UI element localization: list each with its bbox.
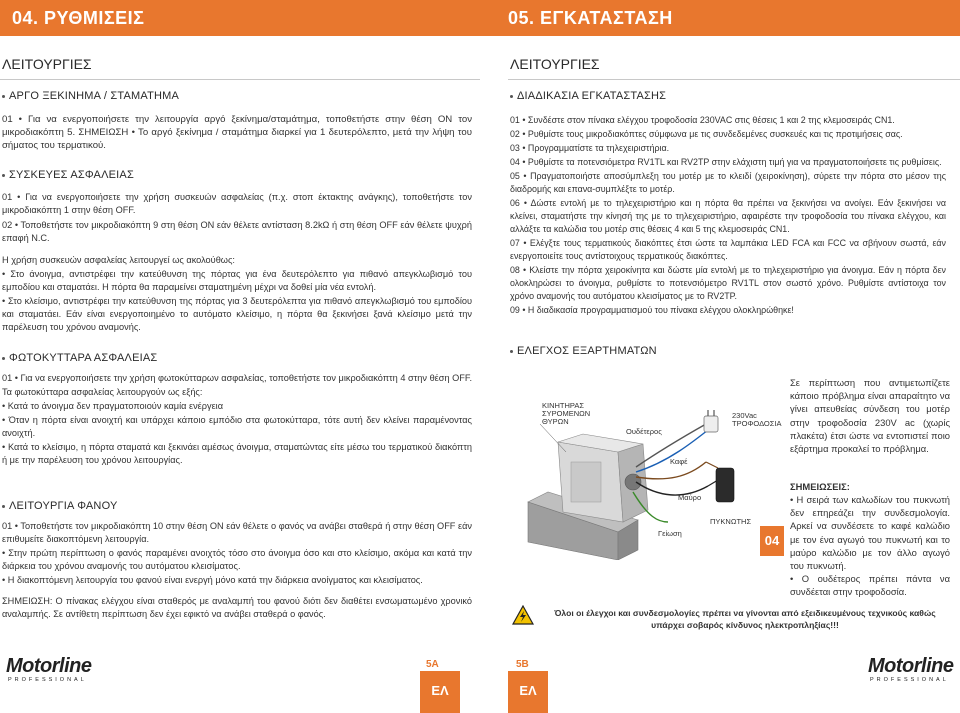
procedure-step-7: 07 • Ελέγξτε τους τερματικούς διακόπτες έτσι ώστε τα λαμπάκια LED FCA και FCC να σβήνουν σωστά, εάν ενεργοποιείτε τους αντίστοιχους τερματικούς διακόπτες. <box>510 238 946 261</box>
photocells-p2: Τα φωτοκύτταρα ασφαλείας λειτουργούν ως εξής: <box>2 387 203 397</box>
flash-section <box>2 500 472 622</box>
safety-devices-p4: • Στο άνοιγμα, αντιστρέφει την κατεύθυνση της πόρτας για ένα δευτερόλεπτο για πιθανό απεγκλωβισμό του εμποδίου και σταματάει. Η πόρτα θα παραμείνει σταματημένη μέχρι να δοθεί μία νέα εντολή. <box>2 269 472 292</box>
brand-subtitle: PROFESSIONAL <box>870 677 949 683</box>
section-title: ΛΕΙΤΟΥΡΓΙΕΣ <box>510 56 600 72</box>
procedure-section <box>510 90 946 318</box>
brand-logo: Motorline <box>868 655 954 677</box>
flash-note: ΣΗΜΕΙΩΣΗ: Ο πίνακας ελέγχου είναι σταθερός με αναλαμπή του φανού διότι δεν διαθέτει ενσωματωμένο χρονικό αναλαμπής. Σε αντίθετη περίπτωση δεν έχει εφικτό να ανάβει σταθερά ο φανός. <box>2 596 472 619</box>
procedure-step-6: 06 • Δώστε εντολή με το τηλεχειριστήριο και η πόρτα θα πρέπει να ξεκινήσει να ανοίγει. Εάν ξεκινήσει να κλείνει, σταματήστε την κίνησή της με το τηλεχειριστήριο, αφαιρέστε την τροφοδοσία του πίνακα ελέγχου, και αλλάξτε τα καλώδια του μοτέρ στις θέσεις 4 και 5 της κλεμοσειράς CN1. <box>510 198 946 234</box>
brand-logo: Motorline <box>6 655 92 677</box>
photocells-heading: ΦΩΤΟΚΥΤΤΑΡΑ ΑΣΦΑΛΕΙΑΣ <box>2 352 472 365</box>
language-tab: ΕΛ <box>420 671 460 713</box>
procedure-step-8: 08 • Κλείστε την πόρτα χειροκίνητα και δώστε μία εντολή με το τηλεχειριστήριο για άνοιγμα. Εάν η πόρτα δεν ολοκληρώσει το άνοιγμα, ρυθμίστε το ποτενσιόμετρο RV1TL στον σωστό χρόνο. Ρυθμίστε αντίστοιχα τον χρόνο αναμονής του αυτόματου κλεισίματος με το RV2TP. <box>510 265 946 301</box>
flash-p2: • Στην πρώτη περίπτωση ο φανός παραμένει ανοιχτός τόσο στο άνοιγμα όσο και στο κλείσιμο, ακόμα και κατά την διάρκεια του χρόνου αναμονής του αυτόματου κλεισίματος. <box>2 548 472 571</box>
photocells-p4: • Όταν η πόρτα είναι ανοιχτή και υπάρχει κάποιο εμπόδιο στα φωτοκύτταρα, τότε αυτή δεν κλείνει παραμένοντας ανοιχτή. <box>2 415 472 438</box>
safety-devices-p2: 02 • Τοποθετήστε τον μικροδιακόπτη 9 στη θέση ON εάν θέλετε αντίσταση 8.2kΩ ή στη θέση OFF εάν θέλετε ψυχρή επαφή N.C. <box>2 220 472 243</box>
troubleshoot-text: Σε περίπτωση που αντιμετωπίζετε κάποιο πρόβλημα είναι απαραίτητο να γίνει απευθείας σύνδεση του μοτέρ στην τροφοδοσία 230V ac (χωρίς πλακέτα) έτσι ώστε να εντοπιστεί ποιο εξάρτημα προκαλεί το πρόβλημα. <box>790 377 950 455</box>
label-ground: Γείωση <box>658 529 682 538</box>
language-tab: ΕΛ <box>508 671 548 713</box>
label-motor: ΚΙΝΗΤΗΡΑΣ ΣΥΡΟΜΕΝΩΝ ΘΥΡΩΝ <box>542 401 591 426</box>
photocells-section <box>2 352 472 468</box>
section-title: ΛΕΙΤΟΥΡΓΙΕΣ <box>2 56 92 72</box>
soft-start-text: 01 • Για να ενεργοποιήσετε την λειτουργία αργό ξεκίνημα/σταμάτημα, τοποθετήστε στην θέση ON τον μικροδιακόπτη 5. ΣΗΜΕΙΩΣΗ • Το αργό ξεκίνημα / σταμάτημα διαρκεί για 1 δευτερόλεπτο, μετά την λήψη του σήματος του τερματικού. <box>2 114 472 151</box>
soft-start-heading: ΑΡΓΟ ΞΕΚΙΝΗΜΑ / ΣΤΑΜΑΤΗΜΑ <box>2 90 472 103</box>
label-neutral: Ουδέτερος <box>626 427 662 436</box>
procedure-heading: ΔΙΑΔΙΚΑΣΙΑ ΕΓΚΑΤΑΣΤΑΣΗΣ <box>510 90 946 103</box>
label-power: 230Vac ΤΡΟΦΟΔΟΣΙΑ <box>732 411 782 428</box>
safety-devices-p3: Η χρήση συσκευών ασφαλείας λειτουργεί ως ακολούθως: <box>2 255 235 265</box>
step-badge: 04 <box>760 526 784 556</box>
bullet-icon <box>2 174 5 177</box>
procedure-step-4: 04 • Ρυθμίστε τα ποτενσιόμετρα RV1TL και RV2TP στην ελάχιστη τιμή για να πραγματοποιήσετε τις ρυθμίσεις. <box>510 157 942 167</box>
page-number: 5A <box>426 659 439 670</box>
page-header: 04. ΡΥΘΜΙΣΕΙΣ <box>0 0 480 36</box>
bullet-icon <box>2 505 5 508</box>
photocells-p3: • Κατά το άνοιγμα δεν πραγματοποιούν καμία ενέργεια <box>2 401 224 411</box>
flash-heading: ΛΕΙΤΟΥΡΓΙΑ ΦΑΝΟΥ <box>2 500 472 513</box>
flash-p3: • Η διακοπτόμενη λειτουργία του φανού είναι ενεργή μόνο κατά την διάρκεια ανοίγματος και κλεισίματος. <box>2 575 423 585</box>
notes-item-2: • Ο ουδέτερος πρέπει πάντα να συνδέεται στην τροφοδοσία. <box>790 573 950 598</box>
photocells-p5: • Κατά το κλείσιμο, η πόρτα σταματά και ξεκινάει αμέσως άνοιγμα, σταματώντας είτε μέσω του τερματικού διακόπτη ή με την παρέλευση του χρόνου λειτουργίας. <box>2 442 472 465</box>
check-section <box>510 345 946 358</box>
warning-text: Όλοι οι έλεγχοι και συνδεσμολογίες πρέπει να γίνονται από εξειδικευμένους τεχνικούς καθώς υπάρχει σοβαρός κίνδυνος ηλεκτροπληξίας!!! <box>554 608 936 630</box>
soft-start-section <box>2 90 472 153</box>
flash-p1: 01 • Τοποθετήστε τον μικροδιακόπτη 10 στην θέση ON εάν θέλετε ο φανός να ανάβει σταθερά ή στην θέση OFF εάν επιθυμείτε διακοπτόμενη λειτουργία. <box>2 521 472 544</box>
section-divider <box>508 79 960 80</box>
safety-devices-p5: • Στο κλείσιμο, αντιστρέφει την κατεύθυνση της πόρτας για 3 δευτερόλεπτα για πιθανό απεγκλωβισμό του εμποδίου και σταματάει. Εάν είναι ενεργοποιημένο το αυτόματο κλείσιμο, η πόρτα θα ξεκινήσει ξανά κλείσιμο μετά την παρέλευση του χρόνου αναμονής. <box>2 296 472 332</box>
section-divider <box>0 79 480 80</box>
photocells-p1: 01 • Για να ενεργοποιήσετε την χρήση φωτοκύτταρων ασφαλείας, τοποθετήστε τον μικροδιακόπτη 4 στην θέση OFF. <box>2 373 473 383</box>
notes-item-1: • Η σειρά των καλωδίων του πυκνωτή δεν επηρεάζει την συνδεσμολογία. Αρκεί να συνδέσετε το καφέ καλώδιο με τον ένα αγωγό του πυκνωτή και το μαύρο καλώδιο με τον άλλο αγωγό του πυκνωτή. <box>790 494 950 572</box>
page-footer <box>0 651 480 713</box>
safety-devices-p1: 01 • Για να ενεργοποιήσετε την χρήση συσκευών ασφαλείας (π.χ. στοπ έκτακτης ανάγκης), τοποθετήστε τον μικροδιακόπτη 1 στην θέση OFF. <box>2 192 472 215</box>
check-heading: ΕΛΕΓΧΟΣ ΕΞΑΡΤΗΜΑΤΩΝ <box>510 345 946 358</box>
page-header: 05. ΕΓΚΑΤΑΣΤΑΣΗ <box>480 0 960 36</box>
procedure-step-5: 05 • Πραγματοποιήστε αποσύμπλεξη του μοτέρ με το κλειδί (χειροκίνηση), σύρετε την πόρτα στο μέσον της διαδρομής και επανα-συμπλέξτε το μοτέρ. <box>510 171 946 194</box>
brand-subtitle: PROFESSIONAL <box>8 677 87 683</box>
bullet-icon <box>2 95 5 98</box>
warning-icon <box>512 605 534 625</box>
bullet-icon <box>510 350 513 353</box>
bullet-icon <box>510 95 513 98</box>
bullet-icon <box>2 357 5 360</box>
page-footer <box>480 651 960 713</box>
label-brown: Καφέ <box>670 457 688 466</box>
page-number: 5B <box>516 659 529 670</box>
label-black: Μαύρο <box>678 493 702 502</box>
notes-heading: ΣΗΜΕΙΩΣΕΙΣ: <box>790 481 850 492</box>
label-capacitor: ΠΥΚΝΩΤΗΣ <box>710 517 752 526</box>
procedure-step-2: 02 • Ρυθμίστε τους μικροδιακόπτες σύμφωνα με τις συνδεδεμένες συσκευές και τις προτιμήσεις σας. <box>510 129 903 139</box>
safety-devices-heading: ΣΥΣΚΕΥΕΣ ΑΣΦΑΛΕΙΑΣ <box>2 169 472 182</box>
procedure-step-1: 01 • Συνδέστε στον πίνακα ελέγχου τροφοδοσία 230VAC στις θέσεις 1 και 2 της κλεμοσειράς CN1. <box>510 115 895 125</box>
procedure-step-9: 09 • Η διαδικασία προγραμματισμού του πίνακα ελέγχου ολοκληρώθηκε! <box>510 305 794 315</box>
safety-devices-section <box>2 169 472 335</box>
motor-wiring-diagram <box>508 382 782 560</box>
procedure-step-3: 03 • Προγραμματίστε τα τηλεχειριστήρια. <box>510 143 670 153</box>
